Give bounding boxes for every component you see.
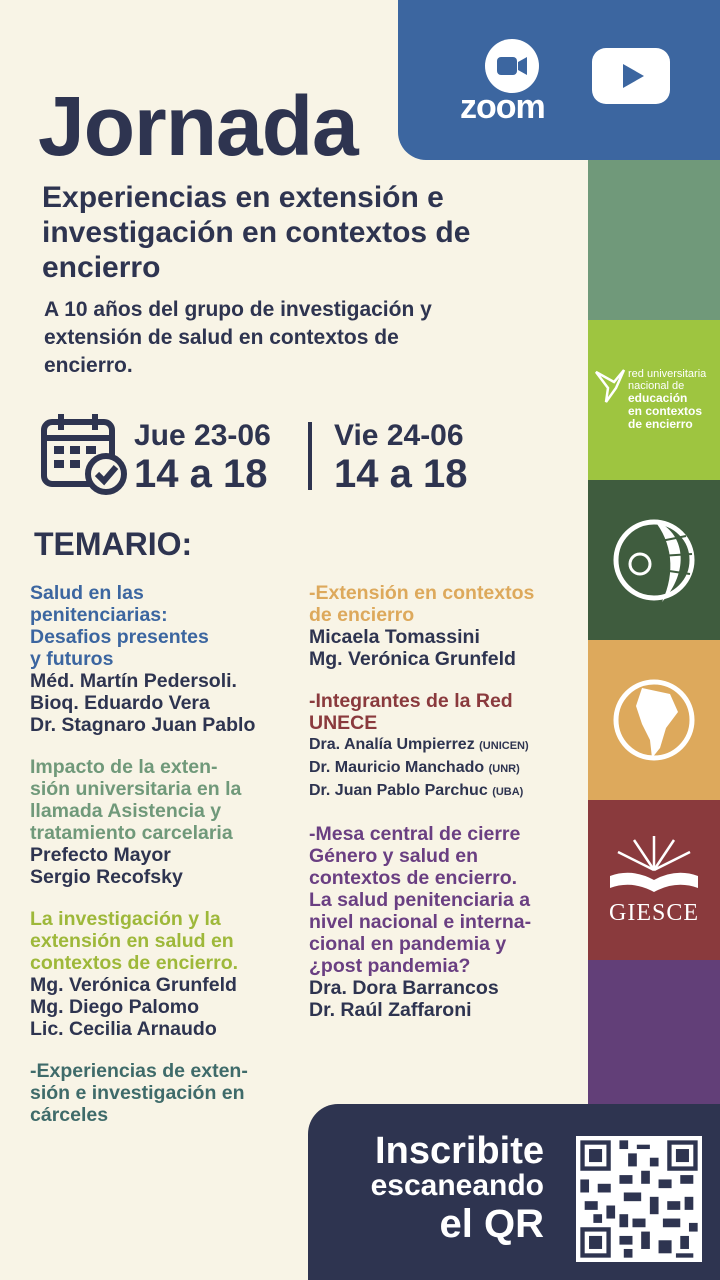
speaker: Dr. Stagnaro Juan Pablo [30,714,256,736]
topic-impacto-extension [30,756,320,888]
topic-title-line: y futuros [30,648,114,670]
giesce-logo-text: GIESCE [609,900,699,926]
topic-extension-contextos [309,582,585,670]
date-2-time: 14 a 18 [334,452,468,496]
topic-title-line: ¿post pandemia? [309,955,471,977]
topic-title-line: UNECE [309,712,378,734]
speaker: Dra. Analía Umpierrez (UNICEN) [309,736,529,753]
topic-title-line: -Extensión en contextos [309,582,535,604]
topic-title-line: contextos de encierro. [30,952,239,974]
date-1-time: 14 a 18 [134,452,268,496]
topic-title-line: -Integrantes de la Red [309,690,513,712]
topic-title-line: llamada Asistencia y [30,800,222,822]
youtube-icon [592,48,670,104]
temario-left-column [30,582,320,1146]
speaker: Dr. Juan Pablo Parchuc (UBA) [309,782,524,799]
topic-title-line: sión e investigación en [30,1082,245,1104]
platforms-panel [398,0,720,160]
speaker: Méd. Martín Pedersoli. [30,670,237,692]
topic-experiencias-carceles [30,1060,320,1126]
topic-title-line: cárceles [30,1104,109,1126]
qr-code-icon[interactable] [576,1136,702,1262]
speaker: Sergio Recofsky [30,866,183,888]
date-1-day: Jue 23-06 [134,419,271,452]
speaker: Mg. Diego Palomo [30,996,200,1018]
speaker: Bioq. Eduardo Vera [30,692,210,714]
speaker: Dr. Raúl Zaffaroni [309,999,472,1021]
speaker: Mg. Verónica Grunfeld [309,648,516,670]
cta-line: Inscribite [375,1130,544,1172]
date-day-2 [334,420,467,496]
topic-mesa-central [309,823,585,1021]
topic-title-line: -Experiencias de exten- [30,1060,248,1082]
dove-logo-icon [594,368,628,404]
topic-title-line: Impacto de la exten- [30,756,218,778]
topic-title-line: tratamiento carcelaria [30,822,233,844]
subtitle: Experiencias en extensión e investigación en contextos de encierro [42,181,471,284]
topic-title-line: La investigación y la [30,908,221,930]
speaker: Dra. Dora Barrancos [309,977,499,999]
cta-line: el QR [439,1202,544,1246]
date-2-day: Vie 24-06 [334,419,464,452]
temario-right-column [309,582,585,1041]
topic-title-line: Salud en las [30,582,144,604]
temario-heading: TEMARIO: [34,526,193,562]
logo-text-line: de encierro [628,417,693,431]
speaker: Mg. Verónica Grunfeld [30,974,237,996]
topic-salud-penitenciarias [30,582,320,736]
logo-text-line: en contextos [628,404,703,418]
topic-title-line: contextos de encierro. [309,867,518,889]
logo-text-line: nacional de [628,380,685,392]
open-book-logo-icon [604,830,704,900]
topic-title-line: La salud penitenciaria a [309,889,531,911]
leaf-circle-logo-icon [606,512,702,608]
date-day-1 [134,420,271,496]
logo-text-line: red universitaria [628,368,707,380]
topic-title-line: Desafios presentes [30,626,209,648]
topic-title-line: -Mesa central de cierre [309,823,521,845]
topic-title-line: sión universitaria en la [30,778,242,800]
speaker: Micaela Tomassini [309,626,480,648]
logo-text-line: educación [628,391,688,405]
topic-title-line: cional en pandemia y [309,933,507,955]
speaker: Prefecto Mayor [30,844,171,866]
calendar-check-icon [40,412,130,498]
zoom-icon [482,36,542,96]
cta-line: escaneando [370,1169,544,1202]
speaker: Lic. Cecilia Arnaudo [30,1018,217,1040]
zoom-label: zoom [460,88,545,126]
registration-cta [371,1132,544,1246]
red-unece-logo-text [628,368,706,431]
topic-integrantes-red [309,690,585,803]
topic-title-line: extensión en salud en [30,930,234,952]
color-band-green [588,160,720,320]
topic-title-line: de encierro [309,604,415,626]
topic-title-line: nivel nacional e interna- [309,911,532,933]
topic-investigacion-extension [30,908,320,1040]
intro-text: A 10 años del grupo de investigación y extensión de salud en contextos de encierro. [44,298,432,377]
topic-title-line: penitenciarias: [30,604,168,626]
date-divider [308,422,312,490]
topic-title-line: Género y salud en [309,845,479,867]
south-america-logo-icon [606,672,702,768]
color-band-purple [588,960,720,1120]
page-title: Jornada [38,79,358,173]
speaker: Dr. Mauricio Manchado (UNR) [309,759,520,776]
